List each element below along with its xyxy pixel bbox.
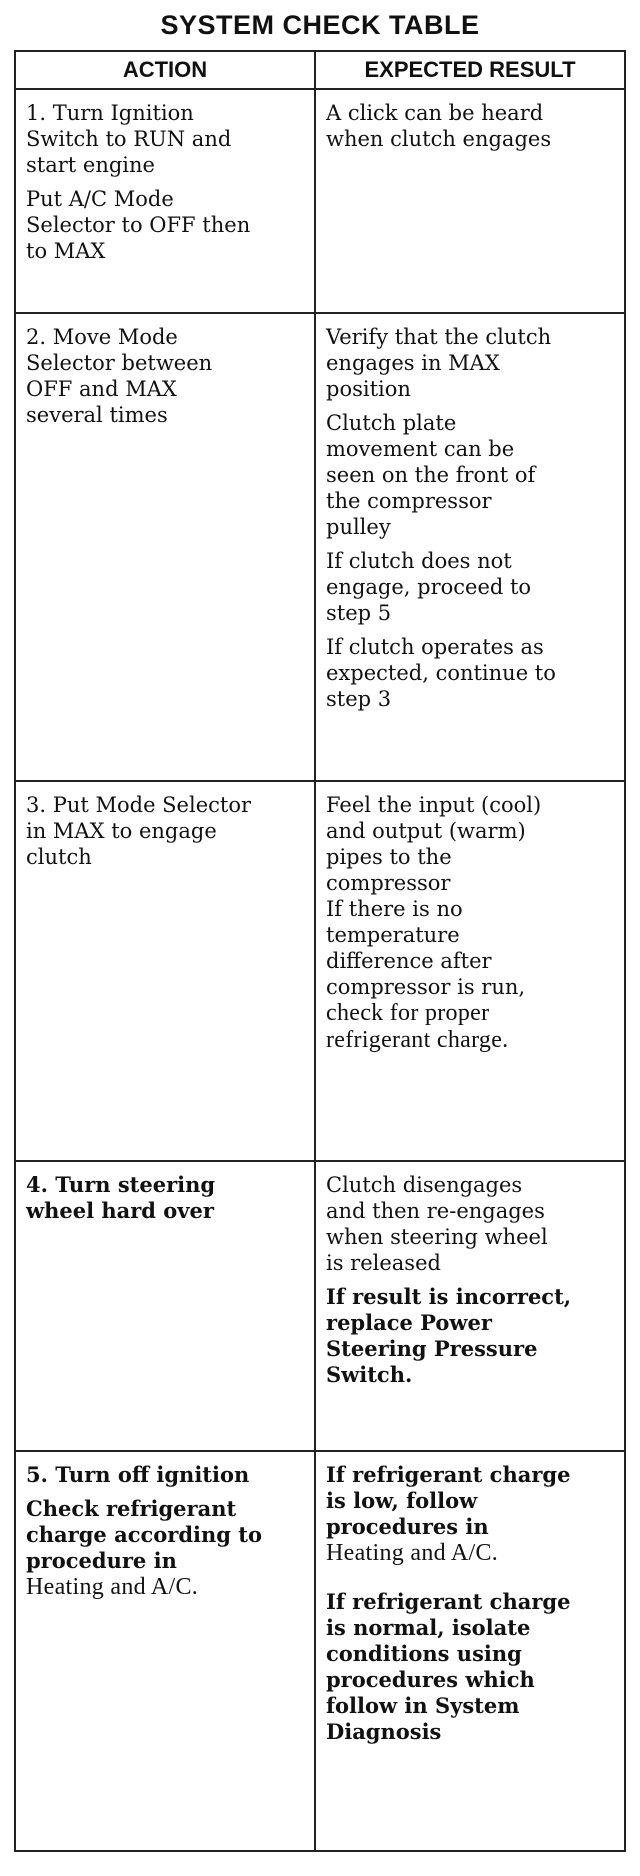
- table-row: [15, 1451, 625, 1851]
- action-cell: [15, 1161, 315, 1451]
- table-header-row: [15, 51, 625, 89]
- action-text: 4. Turn steering wheel hard over: [26, 1172, 216, 1223]
- action-cell: [15, 781, 315, 1161]
- result-text: Clutch plate movement can be seen on the front of the compressor pulley: [326, 411, 536, 539]
- page-title: SYSTEM CHECK TABLE: [160, 10, 480, 40]
- table-row: [15, 1161, 625, 1451]
- result-text: check for proper refrigerant charge.: [326, 1000, 509, 1053]
- action-cell: [15, 313, 315, 781]
- action-cell: [15, 1451, 315, 1851]
- action-text: 3. Put Mode Selector in MAX to engage clutch: [26, 793, 252, 869]
- result-text: If refrigerant charge is normal, isolate conditions using procedures which follow in System Diagnosis: [326, 1589, 571, 1744]
- result-cell: [315, 781, 625, 1161]
- result-cell: [315, 89, 625, 313]
- result-text: If refrigerant charge is low, follow procedures in: [326, 1462, 571, 1539]
- result-text: Feel the input (cool) and output (warm) pipes to the compressor If there is no temperature difference after compressor is run,: [326, 793, 542, 999]
- result-cell: [315, 1451, 625, 1851]
- header-action: ACTION: [15, 51, 315, 89]
- result-text: If result is incorrect, replace Power Steering Pressure Switch.: [326, 1284, 572, 1387]
- system-check-table: [14, 50, 626, 1852]
- result-text: Heating and A/C.: [326, 1540, 499, 1566]
- header-expected-result: EXPECTED RESULT: [315, 51, 625, 89]
- action-text: 1. Turn Ignition Switch to RUN and start engine: [26, 101, 232, 177]
- table-row: [15, 89, 625, 313]
- result-cell: [315, 313, 625, 781]
- result-text: If clutch does not engage, proceed to step 5: [326, 549, 532, 625]
- action-text: 2. Move Mode Selector between OFF and MAX several times: [26, 325, 213, 427]
- action-text: Check refrigerant charge according to procedure in: [26, 1496, 262, 1573]
- action-cell: [15, 89, 315, 313]
- result-cell: [315, 1161, 625, 1451]
- result-text: Clutch disengages and then re-engages when steering wheel is released: [326, 1173, 548, 1275]
- result-text: If clutch operates as expected, continue to step 3: [326, 635, 556, 711]
- result-text: Verify that the clutch engages in MAX position: [326, 325, 552, 401]
- action-text: Heating and A/C.: [26, 1574, 199, 1600]
- action-text: 5. Turn off ignition: [26, 1462, 250, 1487]
- action-text: Put A/C Mode Selector to OFF then to MAX: [26, 187, 251, 263]
- table-row: [15, 781, 625, 1161]
- result-text: A click can be heard when clutch engages: [326, 101, 552, 151]
- table-row: [15, 313, 625, 781]
